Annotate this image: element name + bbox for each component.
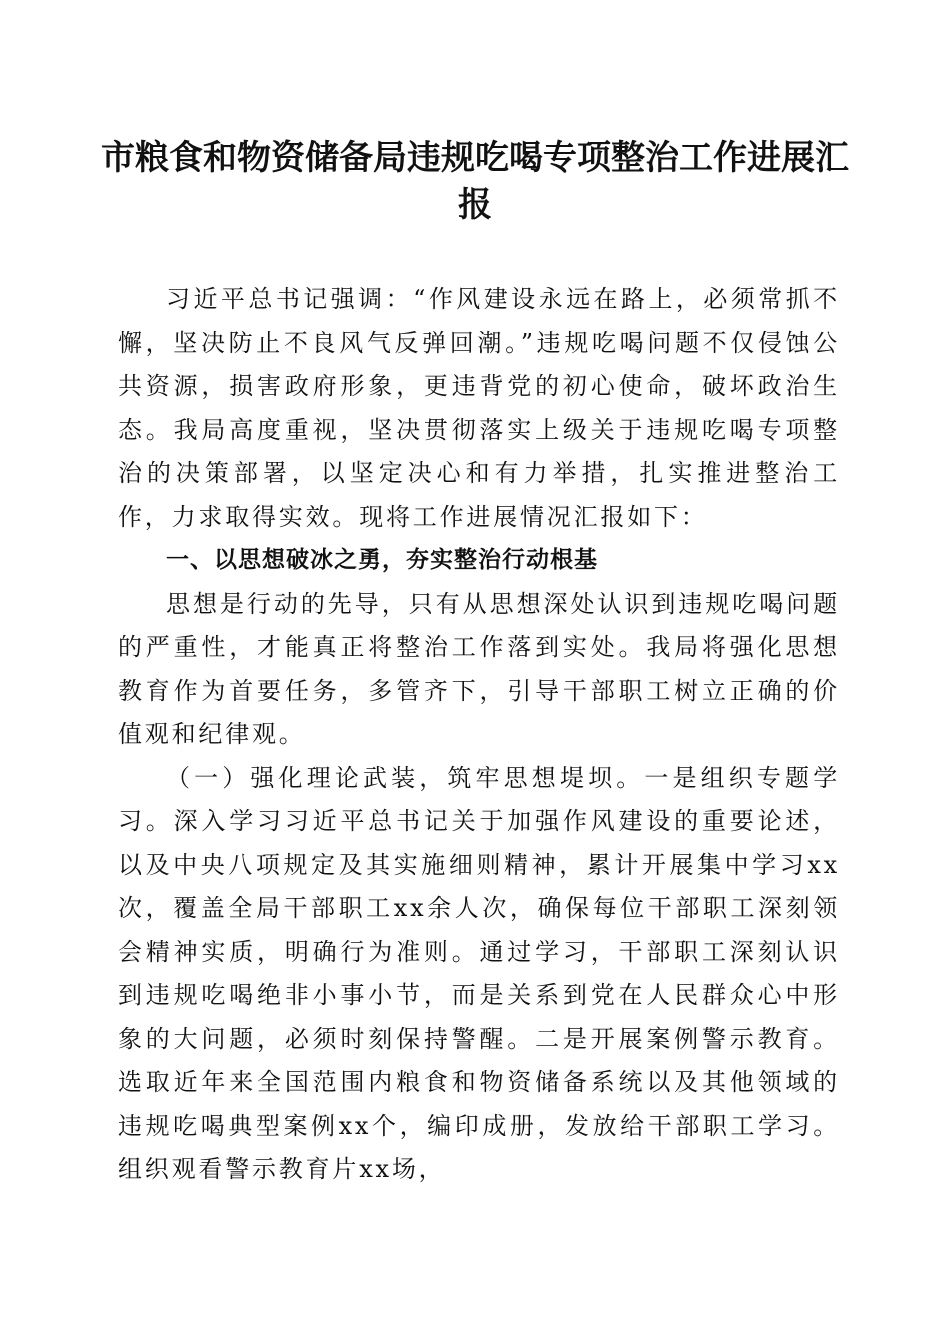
intro-paragraph: 习近平总书记强调：“作风建设永远在路上，必须常抓不懈，坚决防止不良风气反弹回潮。”违规吃喝问题不仅侵蚀公共资源，损害政府形象，更违背党的初心使命，破坏政治生态。我局高度重视，坚决贯彻落实上级关于违规吃喝专项整治的决策部署，以坚定决心和有力举措，扎实推进整治工作，力求取得实效。现将工作进展情况汇报如下： — [118, 285, 840, 531]
document-title: 市粮食和物资储备局违规吃喝专项整治工作进展汇报 — [101, 138, 849, 225]
document-body — [118, 278, 840, 1192]
section-1-paragraph: 思想是行动的先导，只有从思想深处认识到违规吃喝问题的严重性，才能真正将整治工作落到实处。我局将强化思想教育作为首要任务，多管齐下，引导干部职工树立正确的价值观和纪律观。 — [118, 589, 840, 748]
section-heading-1: 一、以思想破冰之勇，夯实整治行动根基 — [166, 547, 598, 573]
subsection-1-paragraph: （一）强化理论武装，筑牢思想堤坝。一是组织专题学习。深入学习习近平总书记关于加强作风建设的重要论述，以及中央八项规定及其实施细则精神，累计开展集中学习xx次，覆盖全局干部职工xx余人次，确保每位干部职工深刻领会精神实质，明确行为准则。通过学习，干部职工深刻认识到违规吃喝绝非小事小节，而是关系到党在人民群众心中形象的大问题，必须时刻保持警醒。二是开展案例警示教育。选取近年来全国范围内粮食和物资储备系统以及其他领域的违规吃喝典型案例xx个，编印成册，发放给干部职工学习。组织观看警示教育片xx场， — [118, 763, 840, 1183]
